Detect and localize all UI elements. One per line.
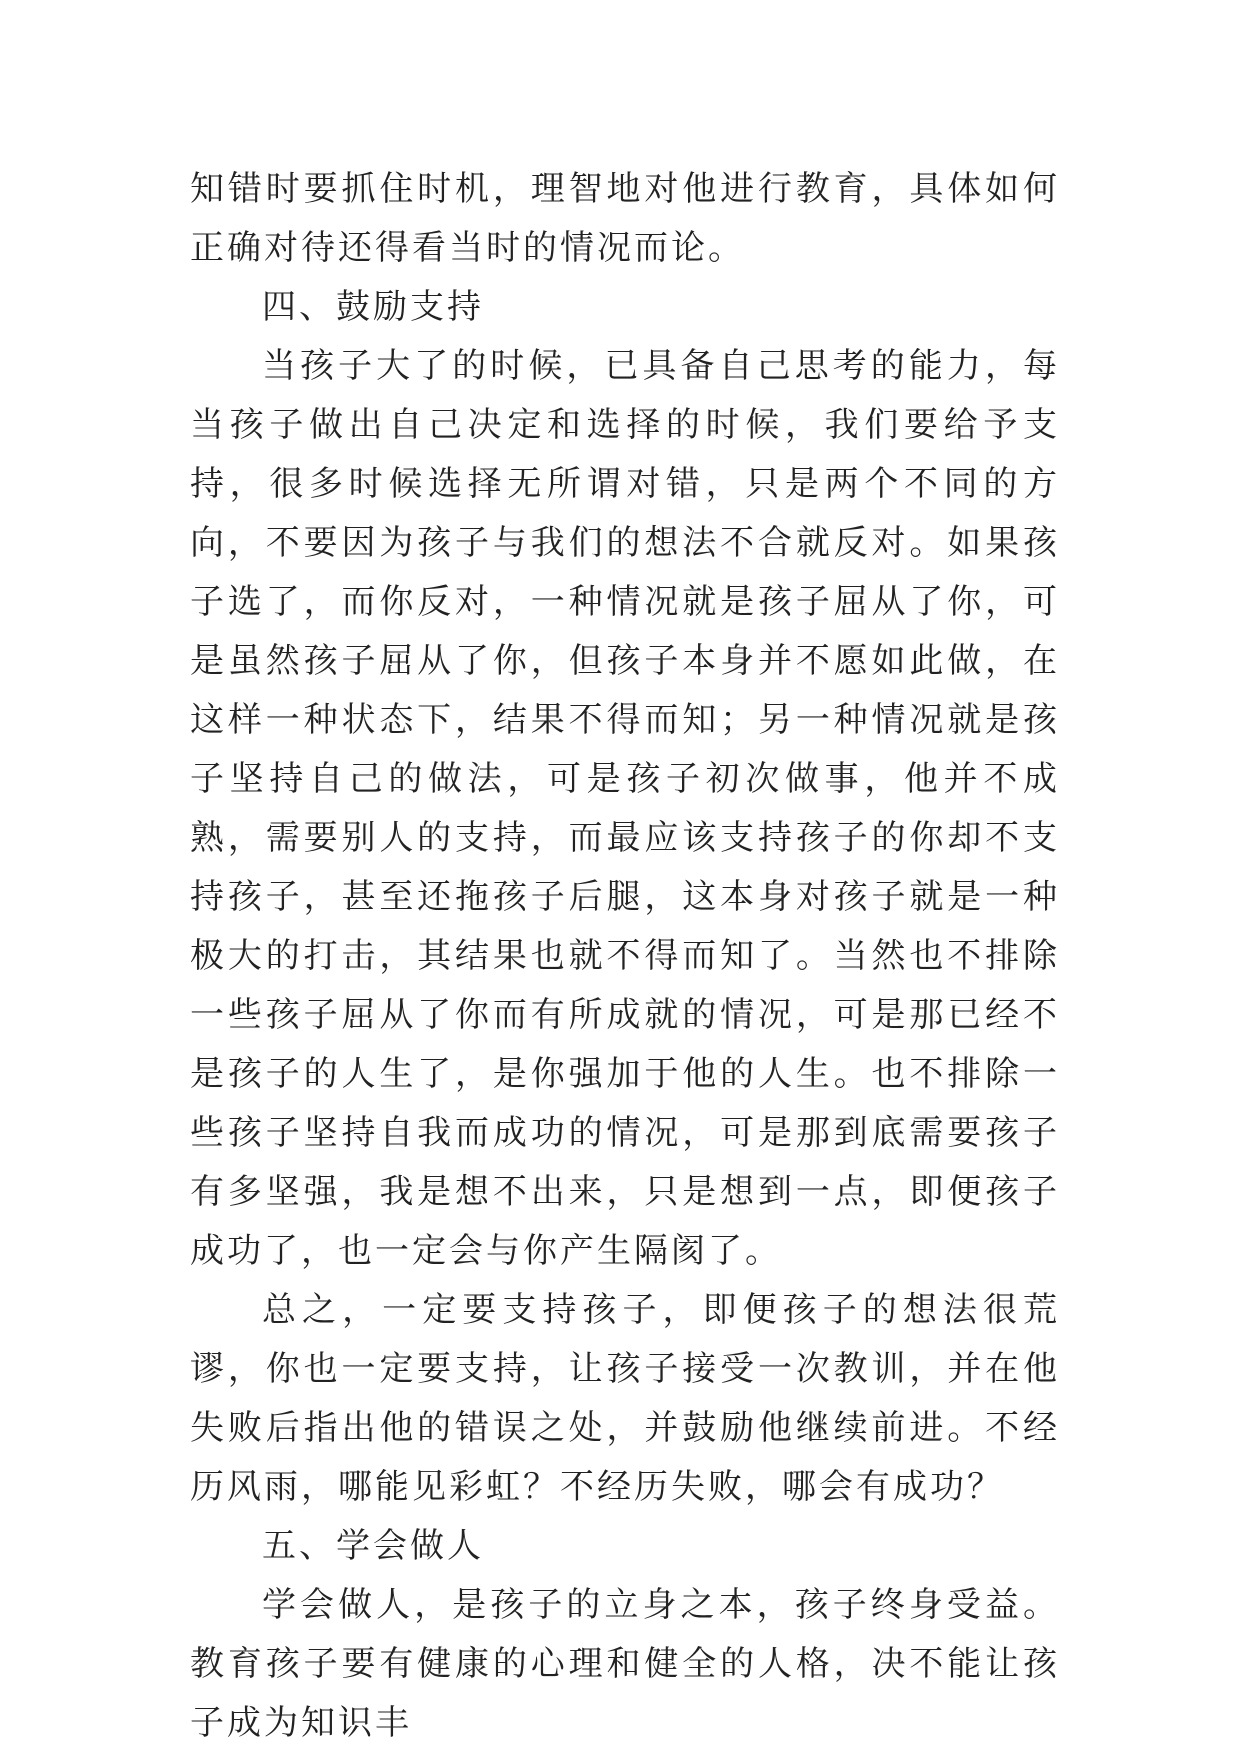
paragraph-summary: 总之，一定要支持孩子，即便孩子的想法很荒谬，你也一定要支持，让孩子接受一次教训，并在他失败后指出他的错误之处，并鼓励他继续前进。不经历风雨，哪能见彩虹？不经历失败，哪会有成功？ <box>190 1290 1060 1507</box>
paragraph-continuation: 知错时要抓住时机，理智地对他进行教育，具体如何正确对待还得看当时的情况而论。 <box>190 169 1060 268</box>
paragraph-support: 当孩子大了的时候，已具备自己思考的能力，每当孩子做出自己决定和选择的时候，我们要给予支持，很多时候选择无所谓对错，只是两个不同的方向，不要因为孩子与我们的想法不合就反对。如果孩子选了，而你反对，一种情况就是孩子屈从了你，可是虽然孩子屈从了你，但孩子本身并不愿如此做，在这样一种状态下，结果不得而知；另一种情况就是孩子坚持自己的做法，可是孩子初次做事，他并不成熟，需要别人的支持，而最应该支持孩子的你却不支持孩子，甚至还拖孩子后腿，这本身对孩子就是一种极大的打击，其结果也就不得而知了。当然也不排除一些孩子屈从了你而有所成就的情况，可是那已经不是孩子的人生了，是你强加于他的人生。也不排除一些孩子坚持自我而成功的情况，可是那到底需要孩子有多坚强，我是想不出来，只是想到一点，即便孩子成功了，也一定会与你产生隔阂了。 <box>190 346 1060 1271</box>
paragraph-learn-to-behave: 学会做人，是孩子的立身之本，孩子终身受益。教育孩子要有健康的心理和健全的人格，决不能让孩子成为知识丰 <box>190 1585 1060 1743</box>
section-heading-learn-to-behave: 五、学会做人 <box>262 1526 484 1566</box>
section-heading-encourage-support: 四、鼓励支持 <box>262 287 484 327</box>
document-body <box>190 160 1060 1753</box>
